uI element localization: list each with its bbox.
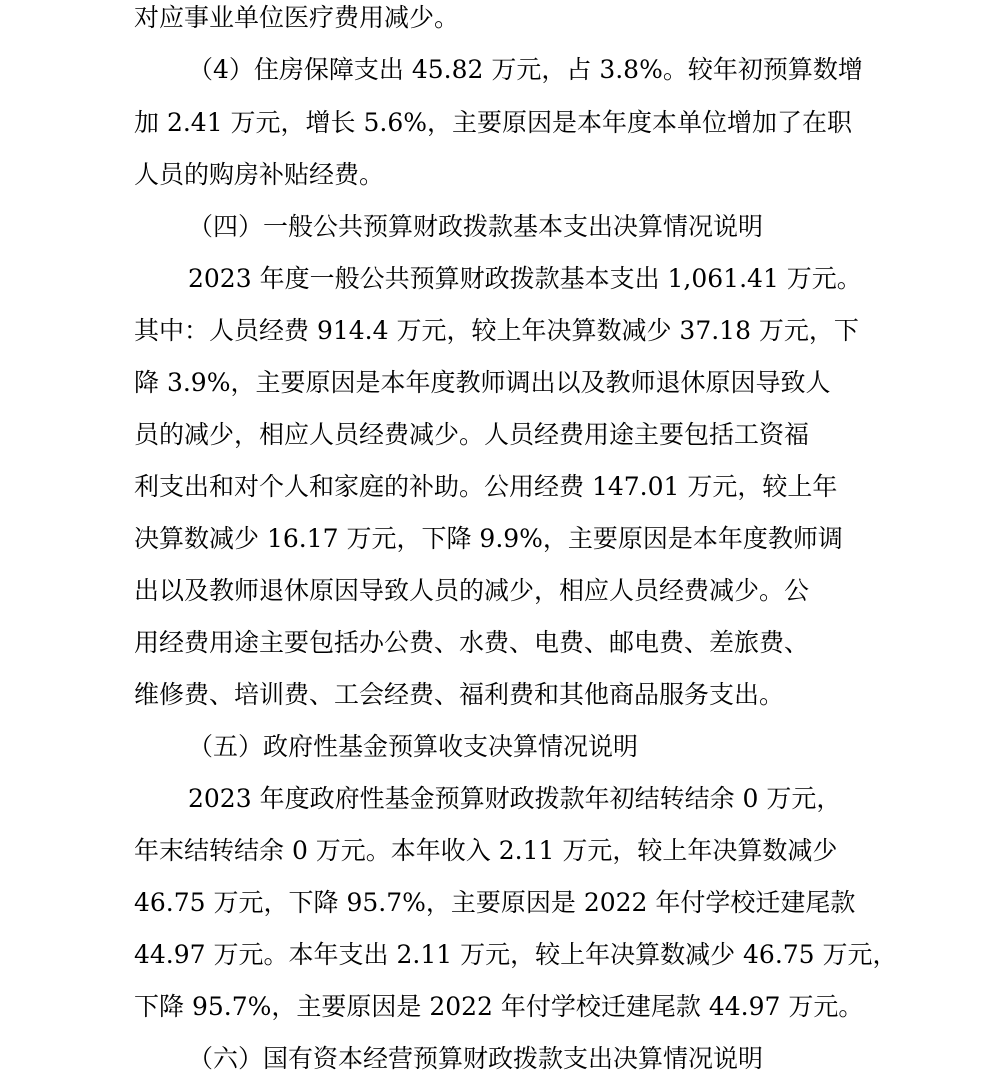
paragraph-line: 出以及教师退休原因导致人员的减少，相应人员经费减少。公: [134, 576, 810, 605]
paragraph-line: 用经费用途主要包括办公费、水费、电费、邮电费、差旅费、: [134, 628, 810, 657]
section-heading: （五）政府性基金预算收支决算情况说明: [188, 732, 639, 761]
paragraph-line: 降 3.9%，主要原因是本年度教师调出以及教师退休原因导致人: [134, 368, 831, 397]
section-heading: （四）一般公共预算财政拨款基本支出决算情况说明: [188, 212, 764, 241]
paragraph-line: 年末结转结余 0 万元。本年收入 2.11 万元，较上年决算数减少: [134, 836, 838, 865]
paragraph-line: 维修费、培训费、工会经费、福利费和其他商品服务支出。: [134, 680, 785, 709]
paragraph-line: 对应事业单位医疗费用减少。: [134, 3, 460, 32]
section-heading: （六）国有资本经营预算财政拨款支出决算情况说明: [188, 1044, 764, 1073]
paragraph-line: 加 2.41 万元，增长 5.6%，主要原因是本年度本单位增加了在职: [134, 108, 853, 137]
paragraph-line: 44.97 万元。本年支出 2.11 万元，较上年决算数减少 46.75 万元，: [134, 940, 898, 969]
paragraph-line: 下降 95.7%，主要原因是 2022 年付学校迁建尾款 44.97 万元。: [134, 992, 864, 1021]
paragraph-line: 员的减少，相应人员经费减少。人员经费用途主要包括工资福: [134, 420, 810, 449]
paragraph-line: 决算数减少 16.17 万元，下降 9.9%，主要原因是本年度教师调: [134, 524, 843, 553]
paragraph-line: 其中：人员经费 914.4 万元，较上年决算数减少 37.18 万元，下: [134, 316, 859, 345]
paragraph-line: 2023 年度一般公共预算财政拨款基本支出 1,061.41 万元。: [188, 264, 862, 293]
paragraph-line: 利支出和对个人和家庭的补助。公用经费 147.01 万元，较上年: [134, 472, 838, 501]
paragraph-line: 46.75 万元，下降 95.7%，主要原因是 2022 年付学校迁建尾款: [134, 888, 856, 917]
paragraph-line: 2023 年度政府性基金预算财政拨款年初结转结余 0 万元，: [188, 784, 842, 813]
paragraph-line: 人员的购房补贴经费。: [134, 160, 385, 189]
paragraph-line: （4）住房保障支出 45.82 万元，占 3.8%。较年初预算数增: [188, 55, 863, 84]
